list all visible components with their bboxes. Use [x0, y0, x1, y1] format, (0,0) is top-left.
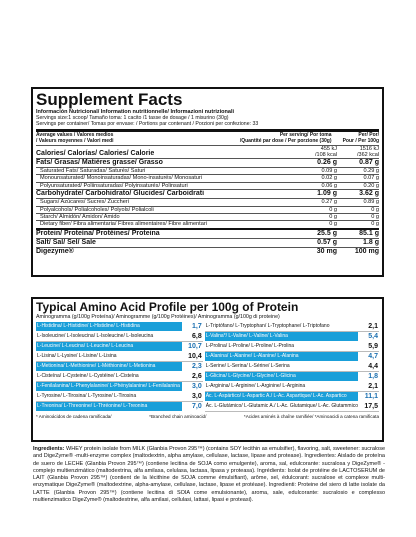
- per-serving-value: 0 g: [329, 206, 337, 213]
- nutrition-label: Polyalcohols/ Polialcoholes/ Polyols/ Polialcoli: [40, 206, 154, 213]
- amino-value: 5,9: [368, 343, 378, 350]
- per-serving-value: 0.06 g: [321, 182, 337, 189]
- amino-note-es: * Aminoácidos de cadena ramificada/: [36, 414, 112, 419]
- amino-name: L-Serine/ L-Serina/ L-Sérine/ L-Serina: [205, 363, 290, 369]
- amino-row: [205, 352, 379, 362]
- per-100g-value-part: /362 kcal: [356, 151, 379, 158]
- per-100g-value: 3.62 g: [359, 190, 379, 198]
- amino-row: [205, 332, 379, 342]
- per-100g-value: [337, 146, 379, 158]
- nutrition-row: [36, 198, 379, 205]
- per-100g-value: 0.07 g: [363, 175, 379, 182]
- per-serving-value: [279, 146, 337, 158]
- amino-name: L-Treonina/ L-Threonine/ L-Thréonine/ L-Treonina: [37, 403, 148, 409]
- per-100g-value: 0.29 g: [363, 167, 379, 174]
- nutrition-row: [36, 247, 379, 256]
- amino-name: Ác. L-Aspártico/ L-Aspartic A./ L-Ac. Aspartique/ L-Ac. Aspartico: [205, 393, 347, 399]
- header-per-serving-2: /Quantité par dose / Per porzione (30g): [239, 138, 332, 145]
- per-serving-value: 0.26 g: [317, 158, 337, 166]
- facts-header: [36, 133, 379, 145]
- amino-value: 6,8: [191, 333, 202, 340]
- amino-note-en: *Branched chain aminoacid/: [149, 414, 207, 419]
- amino-value: 2,1: [368, 383, 378, 390]
- nutrition-label: Protein/ Proteína/ Protéines/ Proteina: [36, 229, 160, 237]
- header-average-values: Average values / Valores medios: [36, 132, 114, 139]
- header-per-100g: Per/ Por/: [358, 132, 379, 139]
- per-100g-value-part: 1516 kJ: [359, 145, 379, 152]
- nutrition-label: Polyunsaturated/ Poliinsaturadas/ Polyinsaturés/ Polinsaturi: [40, 182, 188, 189]
- ingredients-text: [33, 446, 385, 504]
- amino-row: [36, 322, 203, 332]
- supplement-facts-title: Supplement Facts: [36, 90, 183, 109]
- per-100g-value: 1.8 g: [363, 238, 379, 246]
- nutrition-label: Monounsaturated/ Monoinsaturadas/ Mono-insaturés/ Monosaturi: [40, 175, 202, 182]
- amino-column-right: [205, 322, 379, 412]
- nutrition-row: [36, 167, 379, 174]
- amino-row: [205, 362, 379, 372]
- per-serving-value: 0.09 g: [321, 167, 337, 174]
- per-100g-value: 100 mg: [354, 247, 379, 255]
- per-serving-value: 30 mg: [316, 247, 337, 255]
- amino-row: [205, 372, 379, 382]
- nutrition-label: Starch/ Almidón/ Amidon/ Amido: [40, 213, 120, 220]
- per-serving-value: 1.09 g: [317, 190, 337, 198]
- amino-name: L-Alanina/ L-Alanine/ L-Alanine/ L-Alanina: [205, 353, 299, 359]
- nutrition-row: [36, 189, 379, 198]
- amino-value: 2,6: [191, 373, 202, 380]
- amino-row: [205, 342, 379, 352]
- nutrition-label: Calories/ Calorías/ Calories/ Calorie: [36, 149, 155, 157]
- amino-name: L-Lisina/ L-Lysine/ L-Lisine/ L-Lisina: [37, 353, 117, 359]
- per-serving-value: 0.57 g: [317, 238, 337, 246]
- facts-rows: [36, 145, 379, 256]
- amino-row: [205, 382, 379, 392]
- nutrition-row: [36, 206, 379, 213]
- amino-name: L-Valina*/ L-Valine/ L-Valine/ L-Valina: [205, 333, 288, 339]
- amino-row: [36, 372, 203, 382]
- amino-row: [36, 382, 203, 392]
- amino-value: 2,3: [182, 362, 203, 371]
- supplement-facts-panel: [31, 87, 384, 277]
- per-serving-value: 25.5 g: [317, 229, 337, 237]
- amino-name: L-Leucine/ L-Leucina/ L-Leucine/ L-Leucina: [37, 343, 134, 349]
- amino-row: [36, 332, 203, 342]
- amino-name: L-Isoleucine/ L-Isoleucina/ L-Isoleucine/ L-Isoleucina: [37, 333, 154, 339]
- amino-name: L-Triptófano/ L-Tryptophan/ L-Tryptophane/ L-Triptofano: [205, 323, 330, 329]
- amino-value: 7,0: [182, 402, 203, 411]
- nutrition-label: Digezyme®: [36, 247, 74, 255]
- per-100g-value: 0.87 g: [359, 158, 379, 166]
- nutrition-row: [36, 174, 379, 181]
- per-100g-value: 85.1 g: [359, 229, 379, 237]
- header-average-values-2: / Valeurs moyennes / Valori medi: [36, 138, 114, 145]
- amino-name: Ác. L-Glutámico/ L-Glutamic A./ L-Ac. Glutamique/ L-Ac. Glutammico: [205, 403, 358, 409]
- amino-note-fr-it: *Acides aminés à chaîne ramifiée/ *Aminoacidi a catena ramificata: [243, 414, 379, 419]
- amino-name: L-Fenilalanina/ L-Phenylalanine/ L-Phénylalanine/ L-Fenilalanina: [37, 383, 180, 389]
- amino-name: L-Arginina/ L-Arginine/ L-Arginine/ L-Arginina: [205, 383, 306, 389]
- nutrition-row: [36, 145, 379, 158]
- amino-value: 10,7: [182, 342, 203, 351]
- amino-row: [36, 342, 203, 352]
- per-serving-value: 0.02 g: [321, 175, 337, 182]
- nutrition-row: [36, 213, 379, 220]
- per-100g-value: 0.20 g: [363, 182, 379, 189]
- amino-value: 11,1: [358, 392, 379, 401]
- amino-value: 1,8: [358, 372, 379, 381]
- nutrition-label: Sugars/ Azúcares/ Sucres/ Zuccheri: [40, 199, 129, 206]
- header-per-serving: Per serving/ Por toma: [279, 132, 332, 139]
- header-per-100g-2: Pour / Per 100g: [342, 138, 379, 145]
- nutrition-row: [36, 220, 379, 227]
- nutrition-label: Carbohydrate/ Carbohidrato/ Glucides/ Carboidrati: [36, 190, 205, 198]
- amino-name: L-Tyrosine/ L-Tirosina/ L-Tyrosine/ L-Tirosina: [37, 393, 137, 399]
- nutrition-label: Fats/ Grasas/ Matières grasse/ Grasso: [36, 158, 163, 166]
- amino-name: L-Glicina/ L-Glycine/ L-Glycine/ L-Glicina: [205, 373, 296, 379]
- amino-value: 2,1: [368, 323, 378, 330]
- amino-row: [205, 322, 379, 332]
- amino-row: [36, 402, 203, 412]
- per-serving-value: 0 g: [329, 221, 337, 228]
- amino-name: L-Histidina/ L-Histidine/ L-Histidine/ L-Histidina: [37, 323, 140, 329]
- nutrition-label: Saturated Fats/ Saturadas/ Saturés/ Saturi: [40, 167, 146, 174]
- per-100g-value: 0 g: [371, 206, 379, 213]
- ingredients-label: Ingredients:: [33, 446, 65, 452]
- per-serving-value-part: /108 kcal: [314, 151, 337, 158]
- amino-acid-profile-panel: [31, 297, 384, 442]
- amino-value: 17,5: [364, 403, 378, 410]
- ingredients-body: WHEY protein isolate from MILK (Glanbia Provon 295™) (contains SOY lecithin as emulsifier), flavoring, salt, sweetener: sucralose and DigeZyme® -multi-enzyme complex (maltodextrin, alpha amylase, cellulase, lactase, lipase and protease). Ingredientes: Aislado de proteína de suero de LECHE (Glanbia Provon 295™) (contiene lecitina de SOJA como emulgente), aroma, sal, edulcorante: sucralosa y DigeZyme® -complejo multienzimático (maltodextrina, alfa amilasa, celulasa, lactasa, lipasa y proteasa). Ingrédients: Isolat de protéine de LACTOSERUM de LAIT (Glanbia Provon 295™) (contient de la lécithine de SOJA comme émulsifiant), arôme, sel, édulcorant: sucralose et complexe multi-enzymatique DigeZyme® (maltodextrine, alpha-amylase, cellulase, lactase, lipase et protéase). Ingredienti: Proteine del siero di latte isolate da LATTE (Glanbia Provon 295™) (contiene lecitina di SOIA come emulsionante), aroma, sale, edulcorante: sucralosio e complesso multienzimatico DigeZyme® (maltodestrine, alfa amilasi, cellulasi, lattasi, lipasi e proteasi).: [33, 446, 385, 504]
- per-100g-value: 0 g: [371, 213, 379, 220]
- amino-value: 3,0: [191, 393, 202, 400]
- per-100g-value: 0 g: [371, 221, 379, 228]
- amino-row: [205, 392, 379, 402]
- amino-name: L-Cisteína/ L-Cysteine/ L-Cystéine/ L-Cisteína: [37, 373, 139, 379]
- amino-value: 4,7: [358, 352, 379, 361]
- amino-subtitle: Aminogramma (g/100g Proteína)/ Aminogramme (g/100g Protéines)/ Aminogramma (g/100g di proteine): [36, 314, 280, 320]
- amino-title: Typical Amino Acid Profile per 100g of Protein: [36, 300, 299, 314]
- nutrition-row: [36, 158, 379, 167]
- per-100g-value: 0.89 g: [363, 199, 379, 206]
- servings-per-container: Servings per container/ Tomas por envase: / Portions par contenant / Porzioni per confezione: 33: [36, 121, 259, 128]
- amino-row: [36, 362, 203, 372]
- amino-value: 10,4: [188, 353, 202, 360]
- nutrition-label: Salt/ Sal/ Sel/ Sale: [36, 238, 96, 246]
- amino-column-left: [36, 322, 203, 412]
- per-serving-value-part: 455 kJ: [320, 145, 337, 152]
- nutrition-row: [36, 238, 379, 247]
- amino-row: [205, 402, 379, 412]
- per-serving-value: 0.27 g: [321, 199, 337, 206]
- nutrition-subtitle: Información Nutricional/ Information nutritionnelle/ Informazioni nutrizionali: [36, 109, 234, 115]
- amino-value: 3,0: [182, 382, 203, 391]
- amino-name: L-Prolina/ L-Proline/ L-Proline/ L-Prolina: [205, 343, 295, 349]
- amino-row: [36, 352, 203, 362]
- amino-value: 1,7: [182, 322, 203, 331]
- serving-size: Servings size:1 scoop/ Tamaño toma: 1 cacito /1 tasse de dosage / 1 misurino (30g): [36, 115, 229, 122]
- amino-value: 4,4: [368, 363, 378, 370]
- nutrition-row: [36, 228, 379, 238]
- amino-footnote: [36, 414, 379, 420]
- nutrition-row: [36, 182, 379, 189]
- per-serving-value: 0 g: [329, 213, 337, 220]
- amino-row: [36, 392, 203, 402]
- nutrition-label: Dietary fiber/ Fibra alimentaria/ Fibres alimentaires/ Fibre alimentari: [40, 221, 207, 228]
- amino-name: L-Metionina/ L-Methionine/ L-Méthionine/ L-Metionina: [37, 363, 156, 369]
- amino-value: 5,4: [358, 332, 379, 341]
